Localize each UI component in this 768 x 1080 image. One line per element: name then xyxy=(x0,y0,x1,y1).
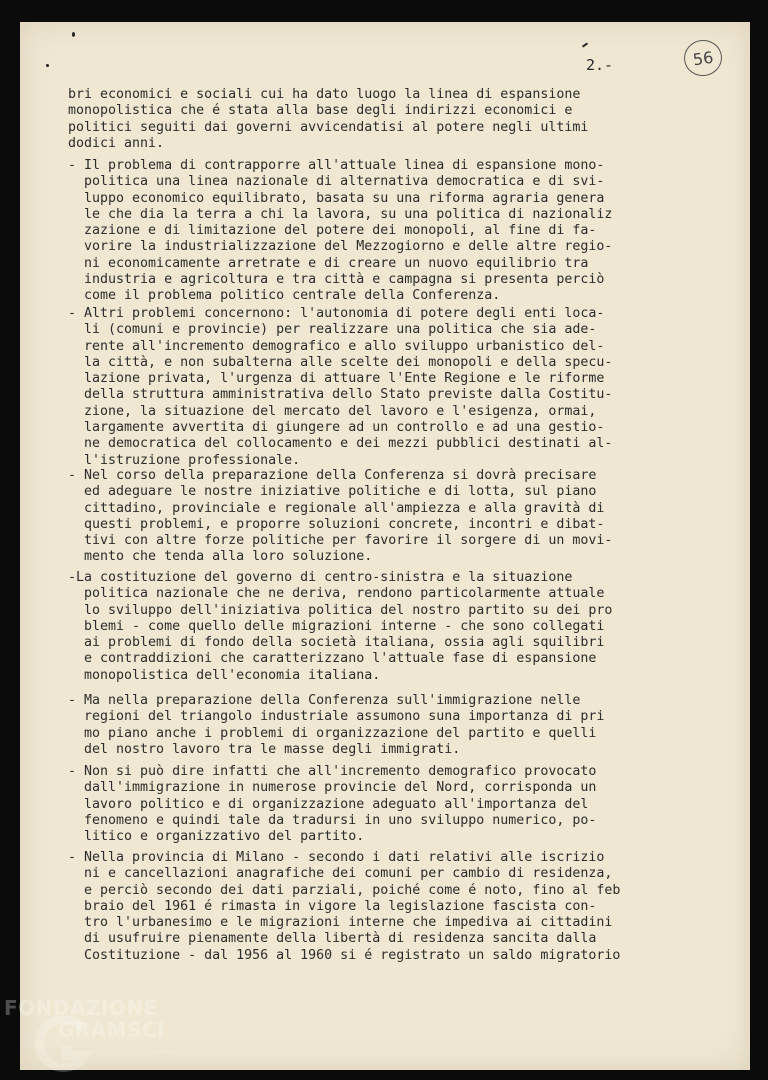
ink-speck xyxy=(72,32,75,37)
text-line: e perciò secondo dei dati parziali, poiché come é noto, fino al feb xyxy=(68,882,621,898)
text-line: luppo economico equilibrato, basata su una riforma agraria genera xyxy=(68,190,605,206)
text-line: litico e organizzativo del partito. xyxy=(68,829,365,845)
text-line: - Ma nella preparazione della Conferenza sull'immigrazione nelle xyxy=(68,693,581,708)
text-line: ai problemi di fondo della società italiana, ossia agli squilibri xyxy=(68,635,605,651)
text-line: politica una linea nazionale di alternativa democratica e di svi- xyxy=(68,174,605,190)
text-line: li (comuni e provincie) per realizzare una politica che sia ade- xyxy=(68,322,597,338)
text-line: come il problema politico centrale della Conferenza. xyxy=(68,288,501,304)
text-line: rente all'incremento demografico e allo sviluppo urbanistico del- xyxy=(68,338,605,354)
paragraph xyxy=(68,468,708,566)
watermark-subtitle: GRAMSCI xyxy=(58,1018,166,1042)
text-line: e contraddizioni che caratterizzano l'attuale fase di espansione xyxy=(68,651,597,667)
text-line: del nostro lavoro tra le masse degli immigrati. xyxy=(68,741,461,757)
text-line: fenomeno e quindi tale da tradursi in uno sviluppo numerico, po- xyxy=(68,812,597,828)
text-line: - Il problema di contrapporre all'attuale linea di espansione mono- xyxy=(68,158,605,173)
text-line: della struttura amministrativa dello Stato previste dalla Costitu- xyxy=(68,387,613,403)
text-line: - Altri problemi concernono: l'autonomia di potere degli enti loca- xyxy=(68,306,605,321)
text-line: zazione e di limitazione del potere dei monopoli, al fine di fa- xyxy=(68,223,597,239)
text-line: vorire la industrializzazione del Mezzogiorno e delle altre regio- xyxy=(68,239,613,255)
text-line: politica nazionale che ne deriva, rendono particolarmente attuale xyxy=(68,586,605,602)
text-line: Costituzione - dal 1956 al 1960 si é registrato un saldo migratorio xyxy=(68,947,621,963)
text-line: blemi - come quello delle migrazioni interne - che sono collegati xyxy=(68,618,605,634)
text-line: dall'immigrazione in numerose provincie del Nord, corrisponda un xyxy=(68,780,597,796)
paragraph xyxy=(68,693,708,758)
archive-number-stamp: 56 xyxy=(682,38,725,79)
text-line: mento che tenda alla loro soluzione. xyxy=(68,549,373,565)
text-line: lo sviluppo dell'iniziativa politica del nostro partito su dei pro xyxy=(68,602,613,618)
ink-tick xyxy=(582,42,588,47)
text-line: cittadino, provinciale e regionale all'ampiezza e alla gravità di xyxy=(68,500,605,516)
watermark-suffix: onlus xyxy=(154,1048,179,1058)
text-line: ed adeguare le nostre iniziative politiche e di lotta, sul piano xyxy=(68,484,597,500)
paragraph xyxy=(68,87,708,152)
text-line: monopolistica dell'economia italiana. xyxy=(68,667,381,683)
paragraph xyxy=(68,570,708,684)
text-line: politici seguiti dai governi avvicendatisi al potere negli ultimi xyxy=(68,119,589,135)
page-number: 2.- xyxy=(586,56,614,74)
text-line: ne democratica del collocamento e dei mezzi pubblici destinati al- xyxy=(68,436,613,452)
text-line: tro l'urbanesimo e le migrazioni interne che impediva ai cittadini xyxy=(68,915,613,931)
document-page xyxy=(20,22,750,1070)
text-line: l'istruzione professionale. xyxy=(68,452,301,468)
text-line: mo piano anche i problemi di organizzazione del partito e quelli xyxy=(68,725,597,741)
text-line: - Non si può dire infatti che all'incremento demografico provocato xyxy=(68,764,597,779)
text-line: lavoro politico e di organizzazione adeguato all'importanza del xyxy=(68,796,589,812)
fondazione-gramsci-watermark xyxy=(4,996,194,1076)
text-line: zione, la situazione del mercato del lavoro e l'esigenza, ormai, xyxy=(68,403,597,419)
paragraph xyxy=(68,850,708,964)
text-line: ni e cancellazioni anagrafiche dei comuni per cambio di residenza, xyxy=(68,866,613,882)
text-line: dodici anni. xyxy=(68,135,165,151)
text-line: braio del 1961 é rimasta in vigore la legislazione fascista con- xyxy=(68,898,597,914)
text-line: le che dia la terra a chi la lavora, su una politica di nazionaliz xyxy=(68,206,613,222)
text-line: bri economici e sociali cui ha dato luogo la linea di espansione xyxy=(68,87,581,102)
text-line: di usufruire pienamente della libertà di residenza sancita dalla xyxy=(68,931,597,947)
paragraph xyxy=(68,306,708,469)
text-line: industria e agricoltura e tra città e campagna si presenta perciò xyxy=(68,272,605,288)
text-line: ni economicamente arretrate e di creare un nuovo equilibrio tra xyxy=(68,255,589,271)
text-line: - Nella provincia di Milano - secondo i dati relativi alle iscrizio xyxy=(68,850,605,865)
text-line: la città, e non subalterna alle scelte dei monopoli e della specu- xyxy=(68,354,613,370)
text-line: monopolistica che é stata alla base degli indirizzi economici e xyxy=(68,103,573,119)
text-line: largamente avvertita di giungere ad un controllo e ad una gestio- xyxy=(68,420,605,436)
text-line: -La costituzione del governo di centro-sinistra e la situazione xyxy=(68,570,573,585)
ink-speck xyxy=(46,64,49,67)
text-line: lazione privata, l'urgenza di attuare l'Ente Regione e le riforme xyxy=(68,371,605,387)
text-line: regioni del triangolo industriale assumono suna importanza di pri xyxy=(68,709,605,725)
text-line: questi problemi, e proporre soluzioni concrete, incontri e dibat- xyxy=(68,516,605,532)
paragraph xyxy=(68,764,708,845)
text-line: - Nel corso della preparazione della Conferenza si dovrà precisare xyxy=(68,468,597,483)
text-line: tivi con altre forze politiche per favorire il sorgere di un movi- xyxy=(68,533,613,549)
watermark-title: FONDAZIONE xyxy=(4,996,158,1020)
paragraph xyxy=(68,158,708,305)
